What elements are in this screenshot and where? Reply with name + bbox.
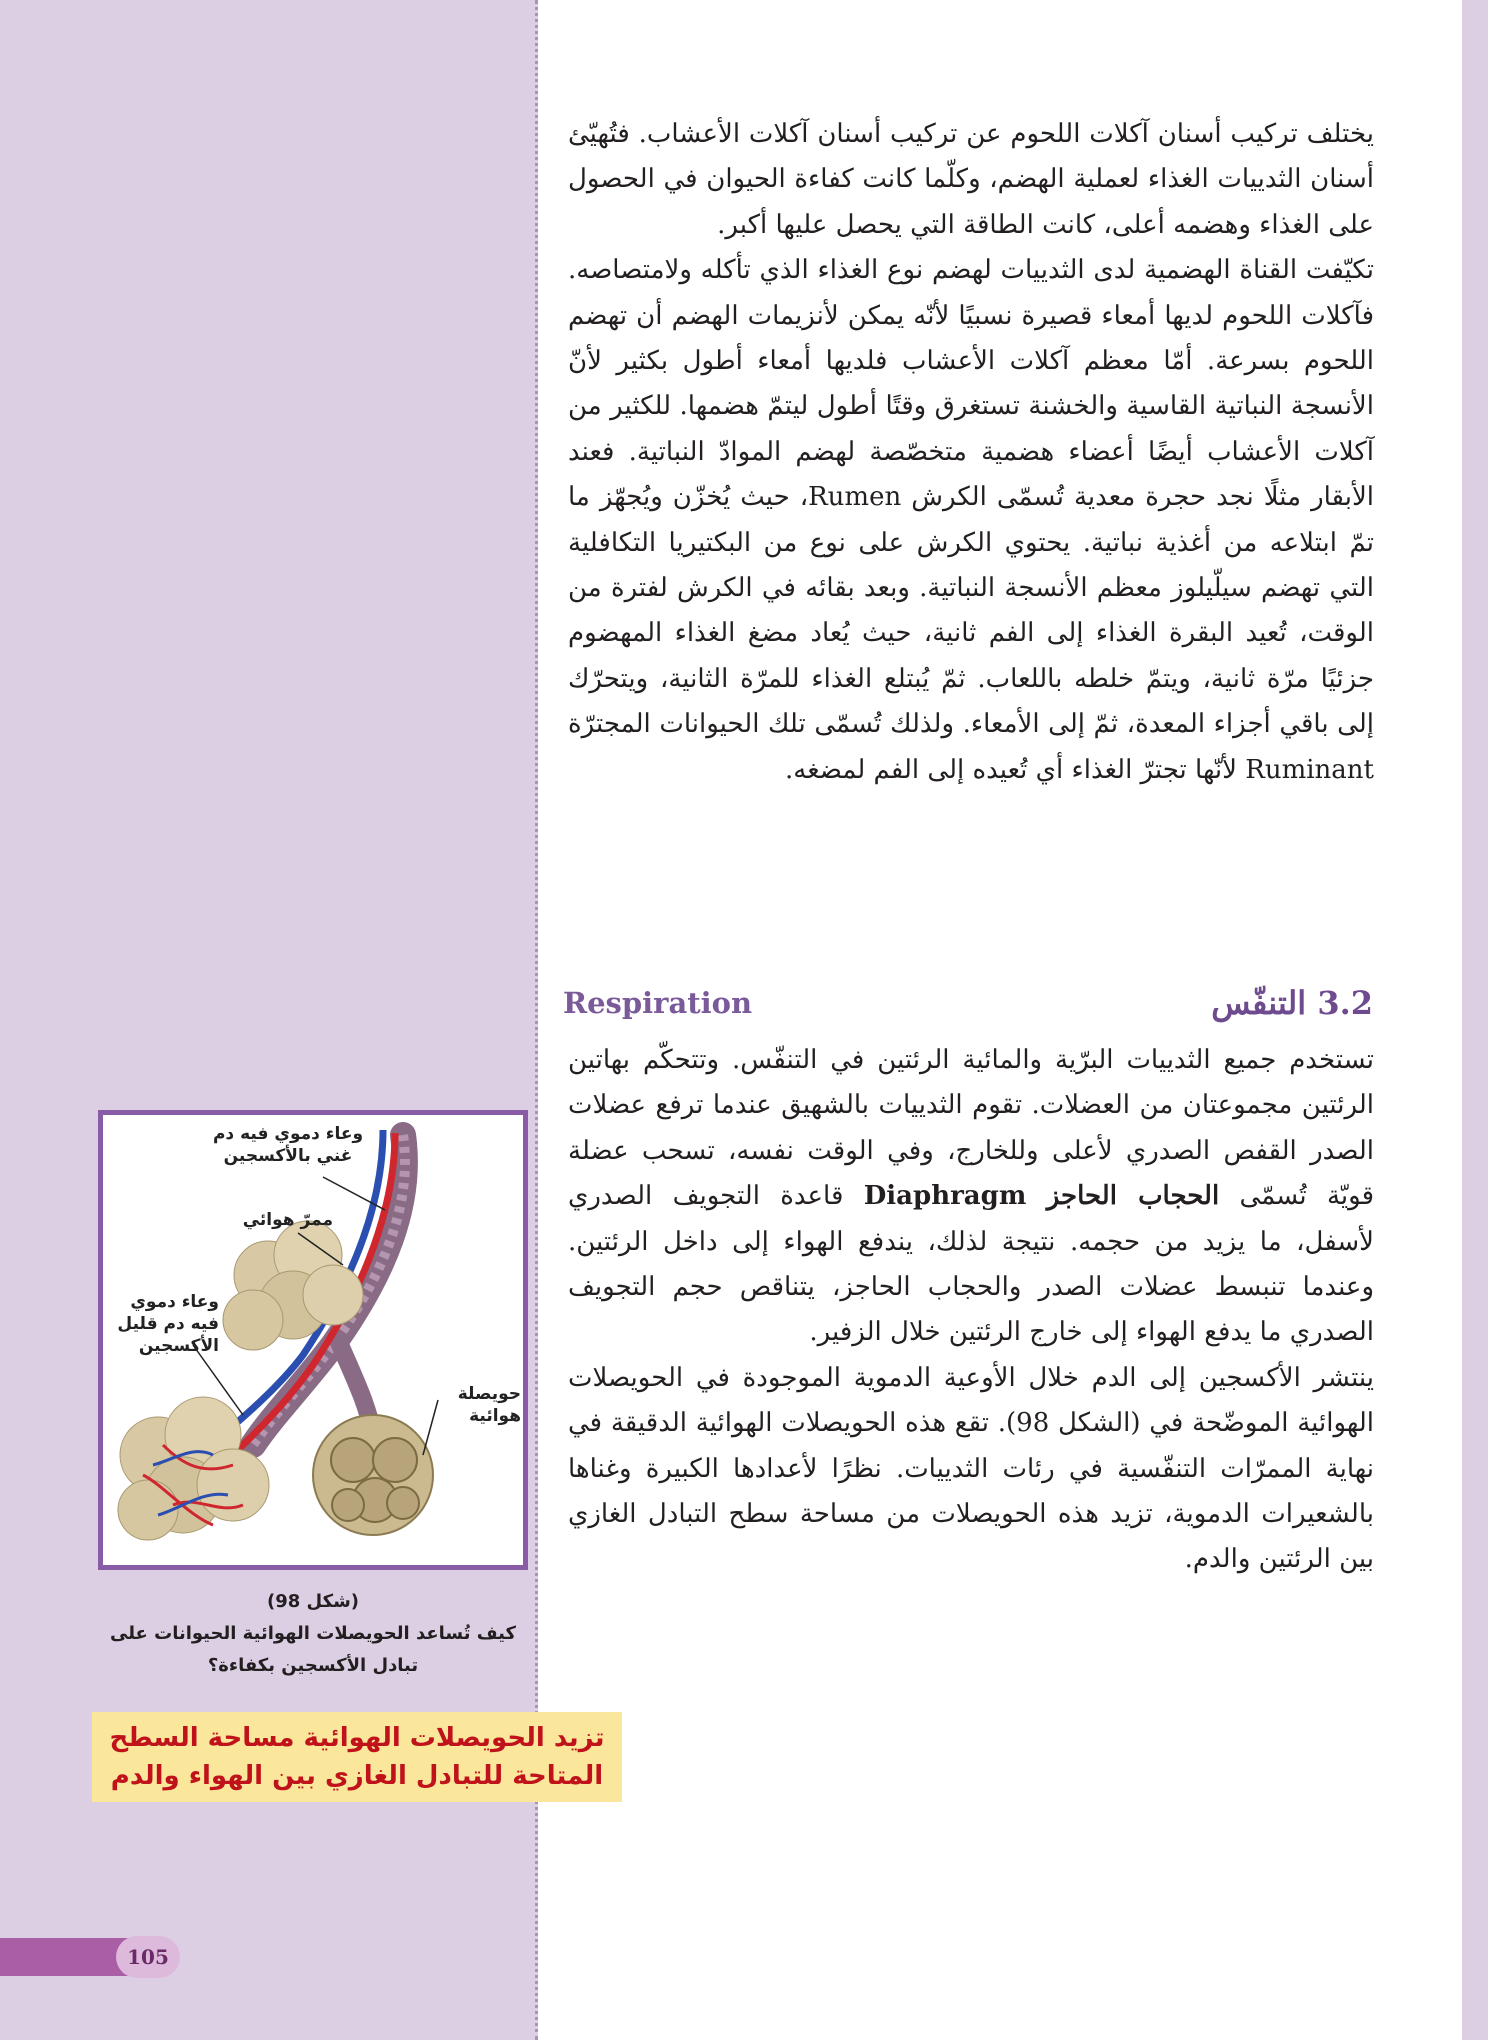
label-airway: ممرّ هوائي bbox=[242, 1210, 333, 1230]
answer-line2: المتاحة للتبادل الغازي بين الهواء والدم bbox=[110, 1761, 604, 1791]
page-number: 105 bbox=[116, 1936, 180, 1978]
body-text bbox=[568, 112, 1374, 793]
page-number-bar bbox=[0, 1938, 132, 1976]
right-margin-strip bbox=[1462, 0, 1488, 2040]
paragraph-teeth: يختلف تركيب أسنان آكلات اللحوم عن تركيب أسنان آكلات الأعشاب. فتُهيّئ أسنان الثدييات الغذاء لعملية الهضم، وكلّما كانت كفاءة الحيوان في الحصول على الغذاء وهضمه أعلى، كانت الطاقة التي يحصل عليها أكبر. bbox=[568, 119, 1374, 240]
label-alveolus: حويصلة هوائية bbox=[457, 1384, 521, 1426]
paragraph-digestive-tract: تكيّفت القناة الهضمية لدى الثدييات لهضم نوع الغذاء الذي تأكله ولامتصاصه. فآكلات اللحوم لديها أمعاء قصيرة نسبيًا لأنّه يمكن لأنزيمات الهضم أن تهضم اللحوم بسرعة. أمّا معظم آكلات الأعشاب فلديها أمعاء أطول بكثير لأنّ الأنسجة النباتية القاسية والخشنة تستغرق وقتًا أطول ليتمّ هضمها. للكثير من آكلات الأعشاب أيضًا أعضاء هضمية متخصّصة لهضم الموادّ النباتية. فعند الأبقار مثلًا نجد حجرة معدية تُسمّى الكرش Rumen، حيث يُخزّن ويُجهّز ما تمّ ابتلاعه من أغذية نباتية. يحتوي الكرش على نوع من البكتيريا التكافلية التي تهضم سيلّيلوز معظم الأنسجة النباتية. وبعد بقائه في الكرش لفترة من الوقت، تُعيد البقرة الغذاء إلى الفم ثانية، حيث يُعاد مضغ الغذاء المهضوم جزئيًا مرّة ثانية، ويتمّ خلطه باللعاب. ثمّ يُبتلع الغذاء للمرّة الثانية، ويتحرّك إلى باقي أجزاء المعدة، ثمّ إلى الأمعاء. ولذلك تُسمّى تلك الحيوانات المجترّة Ruminant لأنّها تجترّ الغذاء أي تُعيده إلى الفم لمضغه. bbox=[568, 255, 1374, 785]
term-diaphragm-en: Diaphragm bbox=[863, 1181, 1027, 1212]
alveolus-open bbox=[313, 1415, 433, 1535]
figure-caption bbox=[98, 1586, 528, 1682]
label-oxygen-poor-vessel: وعاء دموي فيه دم قليل الأكسجين bbox=[117, 1292, 219, 1356]
paragraph-alveoli: ينتشر الأكسجين إلى الدم خلال الأوعية الدموية الموجودة في الحويصلات الهوائية الموضّحة في (الشكل 98). تقع هذه الحويصلات الهوائية الدقيقة في نهاية الممرّات التنفّسية في رئات الثدييات. نظرًا لأعدادها الكبيرة وغناها بالشعيرات الدموية، تزيد هذه الحويصلات من مساحة سطح التبادل الغازي بين الرئتين والدم. bbox=[568, 1362, 1375, 1575]
section-title-english: Respiration bbox=[563, 986, 753, 1020]
respiration-text bbox=[568, 1038, 1374, 1583]
section-number: 3.2 bbox=[1317, 984, 1373, 1022]
term-diaphragm-ar: الحجاب الحاجز bbox=[1046, 1181, 1220, 1212]
answer-box bbox=[92, 1712, 622, 1802]
section-heading bbox=[563, 984, 1373, 1032]
breathing-text-end: قاعدة التجويف الصدري لأسفل، ما يزيد من حجمه. نتيجة لذلك، يندفع الهواء إلى داخل الرئتين. وعندما تنبسط عضلات الصدر والحجاب الحاجز، يتناقص حجم التجويف الصدري ما يدفع الهواء إلى خارج الرئتين خلال الزفير. bbox=[568, 1181, 1374, 1348]
caption-number: (شكل 98) bbox=[266, 1591, 360, 1612]
label-oxygen-rich-vessel: وعاء دموي فيه دم غني بالأكسجين bbox=[212, 1124, 364, 1166]
breathing-text-start: تستخدم جميع الثدييات البرّية والمائية الرئتين في التنفّس. وتتحكّم بهاتين الرئتين مجموعتان من العضلات. تقوم الثدييات بالشهيق عندما ترفع عضلات الصدر القفص الصدري لأعلى وللخارج، وفي الوقت نفسه، تسحب عضلة قويّة تُسمّى bbox=[568, 1045, 1375, 1212]
caption-question-line2: تبادل الأكسجين بكفاءة؟ bbox=[207, 1655, 419, 1676]
figure-alveoli bbox=[98, 1110, 528, 1570]
section-title-arabic bbox=[1211, 984, 1373, 1022]
answer-line1: تزيد الحويصلات الهوائية مساحة السطح bbox=[109, 1723, 605, 1753]
paragraph-breathing bbox=[568, 1038, 1374, 1356]
section-title-ar: التنفّس bbox=[1211, 984, 1307, 1022]
caption-question-line1: كيف تُساعد الحويصلات الهوائية الحيوانات على bbox=[109, 1623, 516, 1644]
